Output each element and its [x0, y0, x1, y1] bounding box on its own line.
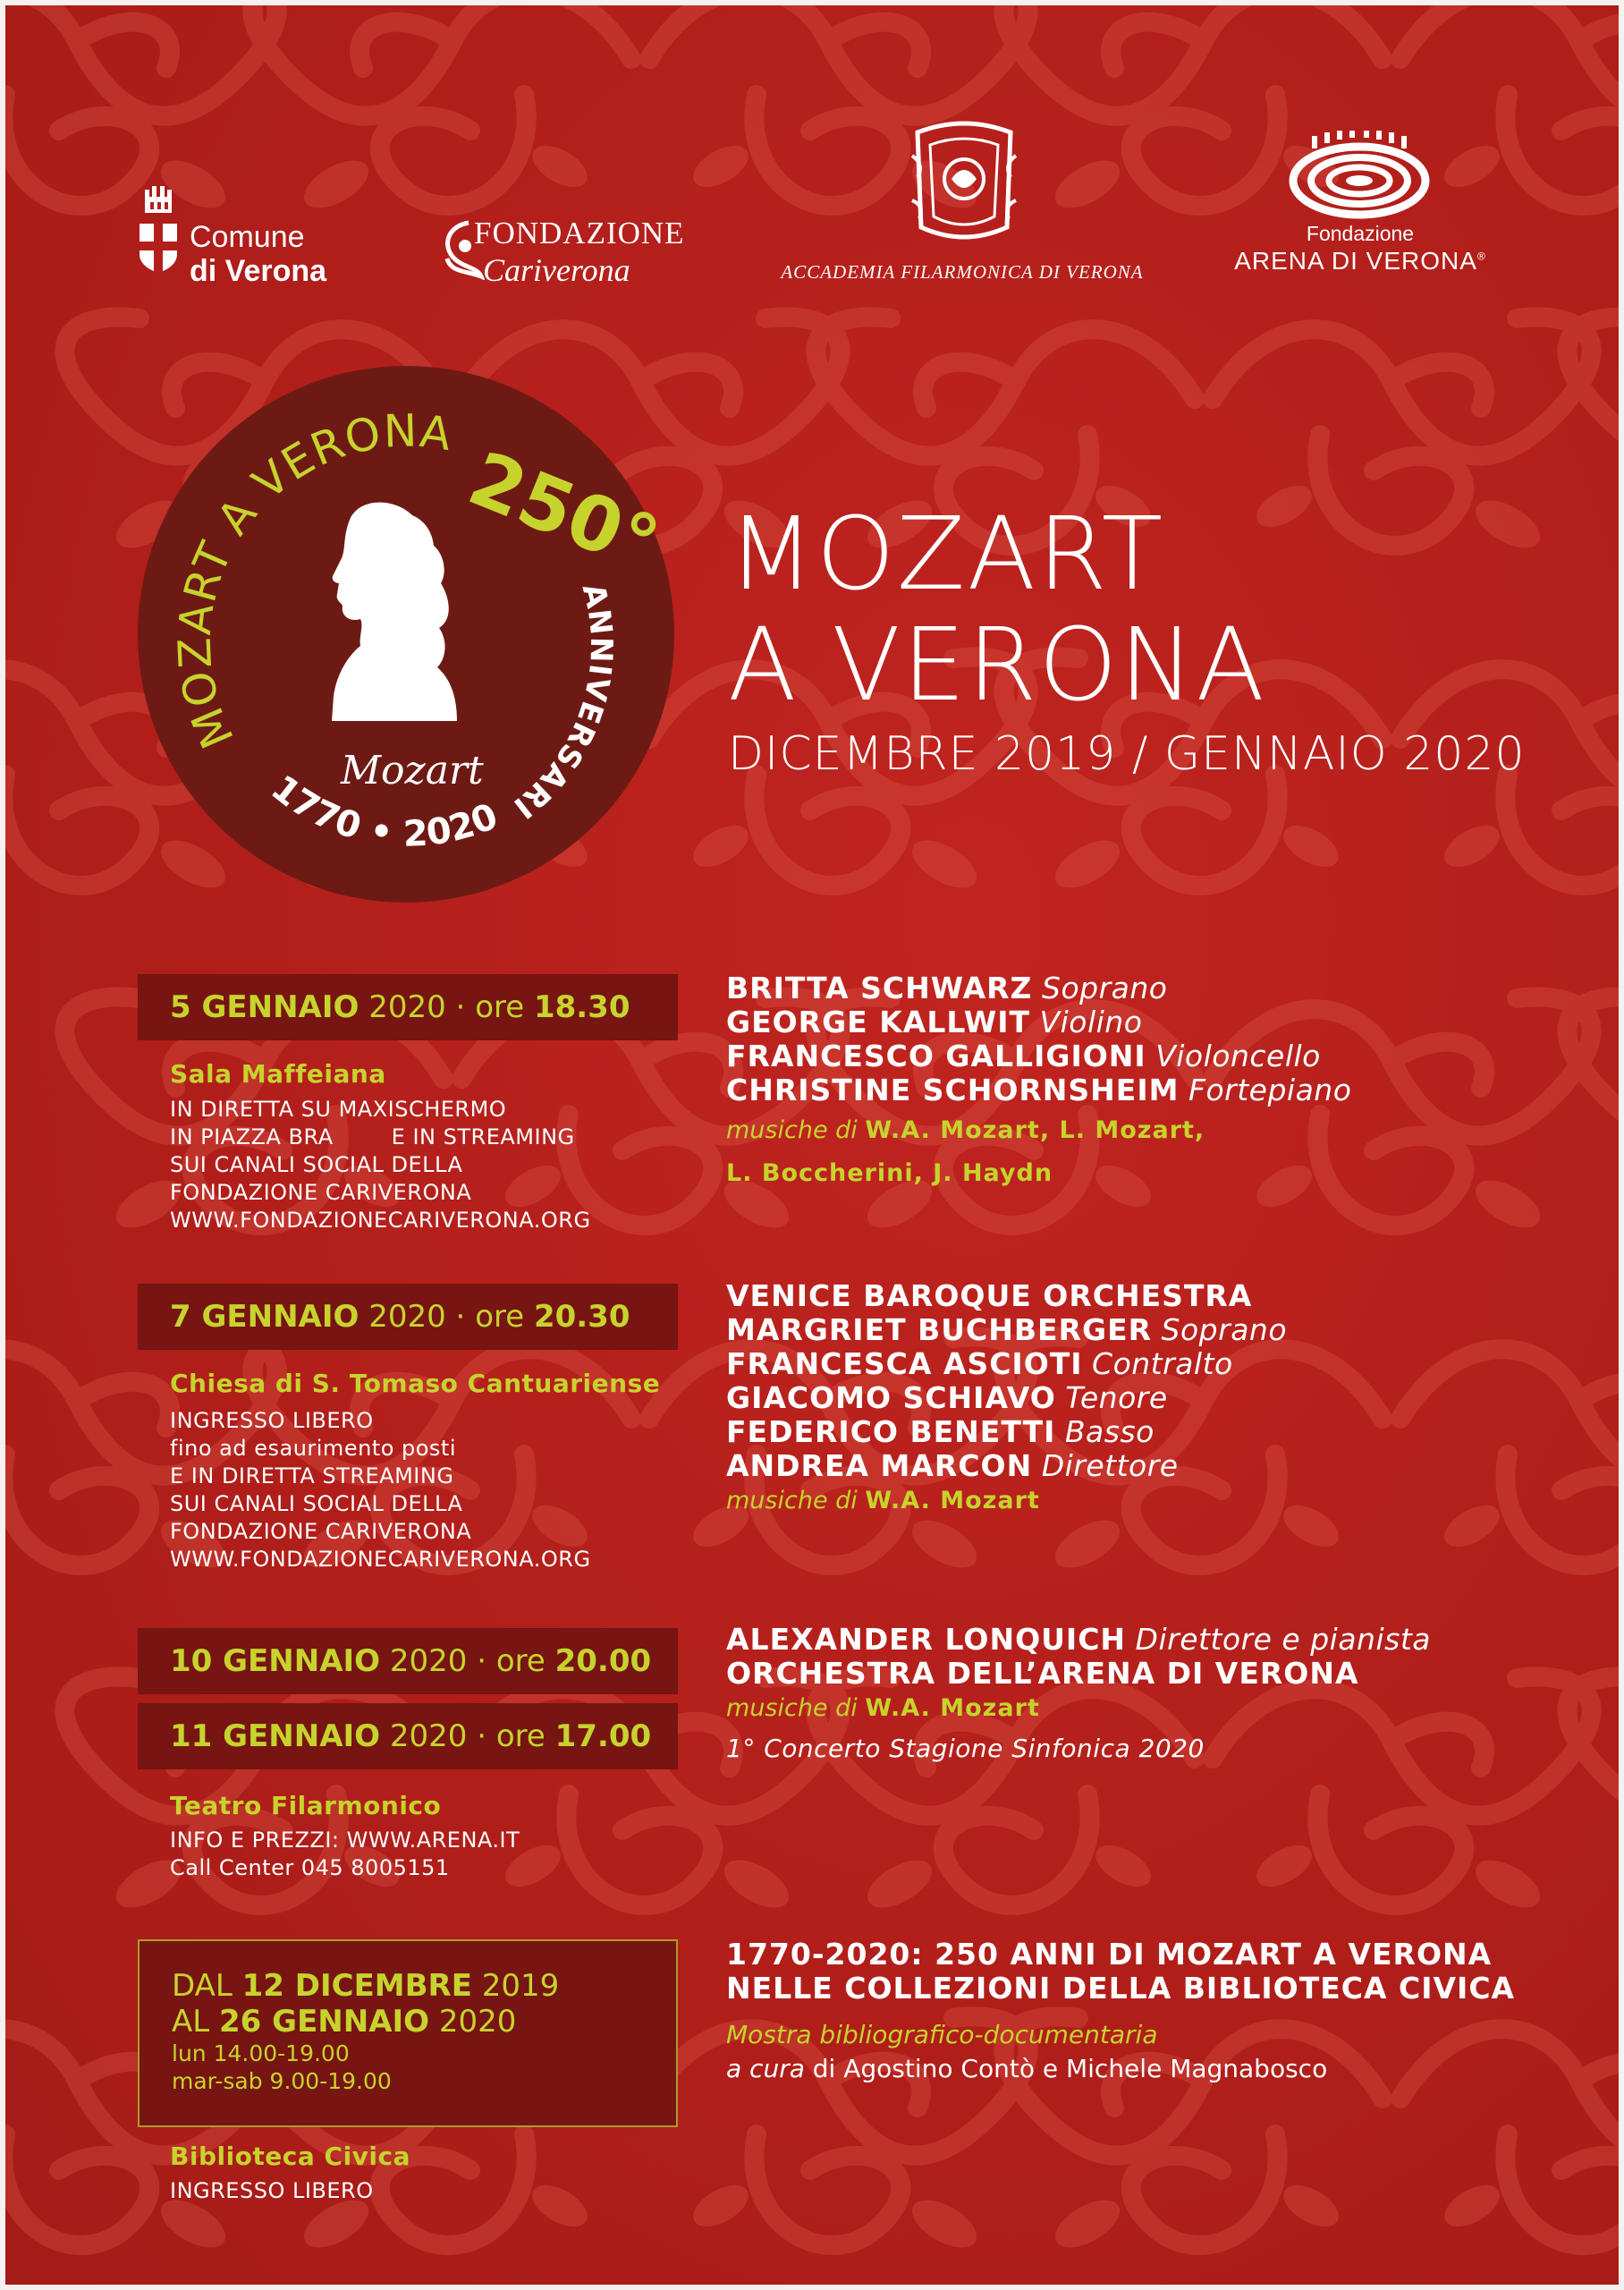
event3-ore: ore — [495, 1643, 546, 1679]
dal-label: DAL — [172, 1968, 233, 2004]
performer-role: Violino — [1039, 1005, 1143, 1039]
opening-hours-monday: lun 14.00-19.00 — [172, 2040, 350, 2066]
event3-performers — [726, 1623, 1431, 1726]
performer-name: ANDREA MARCON — [726, 1448, 1033, 1483]
entry-text: INGRESSO LIBERO — [170, 2178, 374, 2203]
event1-ore: ore — [475, 989, 525, 1025]
fondazione-cariverona-logo — [442, 216, 692, 287]
performer-name: ALEXANDER LONQUICH — [726, 1622, 1127, 1657]
music-composers: W.A. Mozart, L. Mozart, — [865, 1116, 1205, 1144]
curators: di Agostino Contò e Michele Magnabosco — [812, 2054, 1328, 2083]
arena-line1: Fondazione — [1306, 222, 1415, 245]
performer-role: Direttore e pianista — [1135, 1622, 1431, 1657]
event3-day: 10 GENNAIO — [170, 1643, 381, 1679]
event2-info-line: INGRESSO LIBERO — [170, 1408, 374, 1433]
curators-prefix: a cura — [726, 2054, 805, 2083]
event3-info — [170, 1827, 520, 1882]
event2-performers — [726, 1279, 1287, 1519]
event3-info-line: Call Center 045 8005151 — [170, 1855, 450, 1880]
to-date: 26 GENNAIO — [219, 2004, 430, 2040]
performer-role: Soprano — [1042, 971, 1168, 1005]
from-year: 2019 — [481, 1968, 560, 2004]
shield-icon — [138, 222, 179, 274]
performer-role: Direttore — [1041, 1448, 1179, 1483]
accademia-filarmonica-logo — [774, 120, 1150, 290]
comune-line2: di Verona — [190, 254, 327, 288]
anniversary-badge — [135, 363, 677, 905]
event2-info-line: fino ad esaurimento posti — [170, 1436, 457, 1461]
event1-day: 5 GENNAIO — [170, 989, 359, 1025]
event1-info-line: IN DIRETTA SU MAXISCHERMO — [170, 1097, 507, 1122]
event3-datebar-1: 10 GENNAIO 2020 · ore 20.00 — [138, 1628, 678, 1694]
event2-year: 2020 — [368, 1299, 446, 1335]
arena-name: ARENA DI VERONA — [1234, 247, 1477, 275]
music-composers: L. Boccherini, J. Haydn — [726, 1159, 1053, 1187]
event1-info-line: FONDAZIONE CARIVERONA — [170, 1180, 472, 1205]
event3-year: 2020 — [389, 1643, 468, 1679]
arena-icon — [1288, 131, 1431, 220]
badge-number: 250° — [457, 434, 671, 589]
performer-name: FRANCESCA ASCIOTI — [726, 1346, 1083, 1381]
event3-time2: 17.00 — [554, 1718, 652, 1754]
comune-line1: Comune — [190, 220, 305, 254]
cariverona-line1: FONDAZIONE — [474, 216, 685, 250]
exhibition-entry — [170, 2177, 374, 2205]
performer-role: Contralto — [1092, 1346, 1233, 1381]
event1-datebar: 5 GENNAIO 2020 · ore 18.30 — [138, 974, 678, 1040]
music-prefix: musiche di — [726, 1694, 858, 1722]
comune-di-verona-logo — [138, 184, 370, 288]
event2-music — [726, 1483, 1287, 1519]
title-line1: MOZART — [728, 496, 1165, 613]
event2-time: 20.30 — [533, 1299, 630, 1335]
performer-name: GIACOMO SCHIAVO — [726, 1380, 1056, 1415]
exhibition-type: Mostra bibliografico-documentaria — [726, 2020, 1158, 2049]
opening-hours-weekdays: mar-sab 9.00-19.00 — [172, 2068, 392, 2094]
crown-icon — [143, 184, 173, 218]
exhibition-title-line2: NELLE COLLEZIONI DELLA BIBLIOTECA CIVICA — [726, 1971, 1516, 2006]
event3-datebar-2: 11 GENNAIO 2020 · ore 17.00 — [138, 1703, 678, 1769]
cariverona-line2: Cariverona — [483, 252, 630, 288]
exhibition-from — [172, 1968, 676, 2004]
poster-title — [728, 496, 1266, 724]
performer-name: GEORGE KALLWIT — [726, 1005, 1031, 1039]
performer-role: Violoncello — [1155, 1039, 1321, 1073]
damask-motif — [1400, 2016, 1619, 2257]
performer-name: MARGRIET BUCHBERGER — [726, 1312, 1153, 1347]
event1-info — [170, 1096, 591, 1234]
damask-motif — [1213, 317, 1592, 557]
music-prefix: musiche di — [726, 1116, 858, 1144]
event3-venue: Teatro Filarmonico — [170, 1791, 442, 1820]
event1-venue: Sala Maffeiana — [170, 1059, 386, 1089]
event1-info-line: IN PIAZZA BRA E IN STREAMING — [170, 1124, 575, 1149]
event2-ore: ore — [475, 1299, 525, 1335]
performer-name: FRANCESCO GALLIGIONI — [726, 1039, 1146, 1073]
event3-note: 1° Concerto Stagione Sinfonica 2020 — [726, 1734, 1205, 1763]
event2-info — [170, 1407, 591, 1573]
exhibition-title-line1: 1770-2020: 250 ANNI DI MOZART A VERONA — [726, 1937, 1493, 1972]
exhibition-dates-box — [138, 1939, 678, 2127]
poster — [5, 5, 1619, 2285]
performer-role: Basso — [1064, 1414, 1155, 1449]
exhibition-to — [172, 2004, 676, 2040]
event1-info-line: WWW.FONDAZIONECARIVERONA.ORG — [170, 1208, 591, 1233]
damask-motif — [1400, 1336, 1619, 1577]
title-line2: A VERONA — [728, 607, 1266, 724]
event2-info-line: FONDAZIONE CARIVERONA — [170, 1519, 472, 1544]
event3-time: 20.00 — [554, 1643, 652, 1679]
music-prefix: musiche di — [726, 1487, 858, 1514]
music-composers: W.A. Mozart — [865, 1694, 1040, 1722]
event3-day2: 11 GENNAIO — [170, 1718, 381, 1754]
mozart-signature: Mozart — [341, 748, 484, 793]
event2-info-line: WWW.FONDAZIONECARIVERONA.ORG — [170, 1547, 591, 1572]
from-date: 12 DICEMBRE — [241, 1968, 472, 2004]
accademia-name: ACCADEMIA FILARMONICA DI VERONA — [781, 261, 1144, 283]
event3-music — [726, 1691, 1431, 1726]
performer-name: ORCHESTRA DELL’ARENA DI VERONA — [726, 1656, 1359, 1691]
event1-music — [726, 1113, 1351, 1149]
exhibition-title — [726, 1938, 1515, 2006]
event1-music-line2 — [726, 1156, 1351, 1192]
registered-mark: ® — [1476, 250, 1486, 263]
event1-time: 18.30 — [533, 989, 630, 1025]
badge-arc-text: MOZART A VERONA — [168, 404, 456, 756]
event2-info-line: E IN DIRETTA STREAMING — [170, 1463, 454, 1488]
performer-name: VENICE BAROQUE ORCHESTRA — [726, 1278, 1253, 1313]
music-composers: W.A. Mozart — [865, 1487, 1040, 1514]
performer-role: Soprano — [1161, 1312, 1288, 1347]
event3-ore2: ore — [495, 1718, 546, 1754]
al-label: AL — [172, 2004, 210, 2040]
badge-side-text: ANNIVERSARI — [506, 580, 620, 827]
event2-venue: Chiesa di S. Tomaso Cantuariense — [170, 1369, 661, 1398]
exhibition-venue: Biblioteca Civica — [170, 2142, 411, 2171]
event1-performers — [726, 971, 1351, 1192]
performer-name: BRITTA SCHWARZ — [726, 971, 1033, 1005]
exhibition-subtitle — [726, 2018, 1327, 2086]
performer-name: CHRISTINE SCHORNSHEIM — [726, 1073, 1180, 1107]
badge-years: 1770 • 2020 — [263, 767, 504, 855]
event1-year: 2020 — [368, 989, 446, 1025]
event1-info-line: SUI CANALI SOCIAL DELLA — [170, 1152, 463, 1177]
performer-role: Tenore — [1065, 1380, 1168, 1415]
event2-datebar: 7 GENNAIO 2020 · ore 20.30 — [138, 1284, 678, 1350]
performer-name: FEDERICO BENETTI — [726, 1414, 1056, 1449]
event2-info-line: SUI CANALI SOCIAL DELLA — [170, 1491, 463, 1516]
fondazione-arena-logo — [1231, 131, 1499, 287]
arena-line2 — [1231, 247, 1490, 276]
festival-dates: DICEMBRE 2019 / GENNAIO 2020 — [728, 727, 1526, 781]
seal-icon — [909, 120, 1019, 245]
performer-role: Fortepiano — [1188, 1073, 1352, 1107]
event3-info-line: INFO E PREZZI: WWW.ARENA.IT — [170, 1828, 520, 1853]
to-year: 2020 — [438, 2004, 517, 2040]
event3-year2: 2020 — [389, 1718, 468, 1754]
event2-day: 7 GENNAIO — [170, 1299, 359, 1335]
